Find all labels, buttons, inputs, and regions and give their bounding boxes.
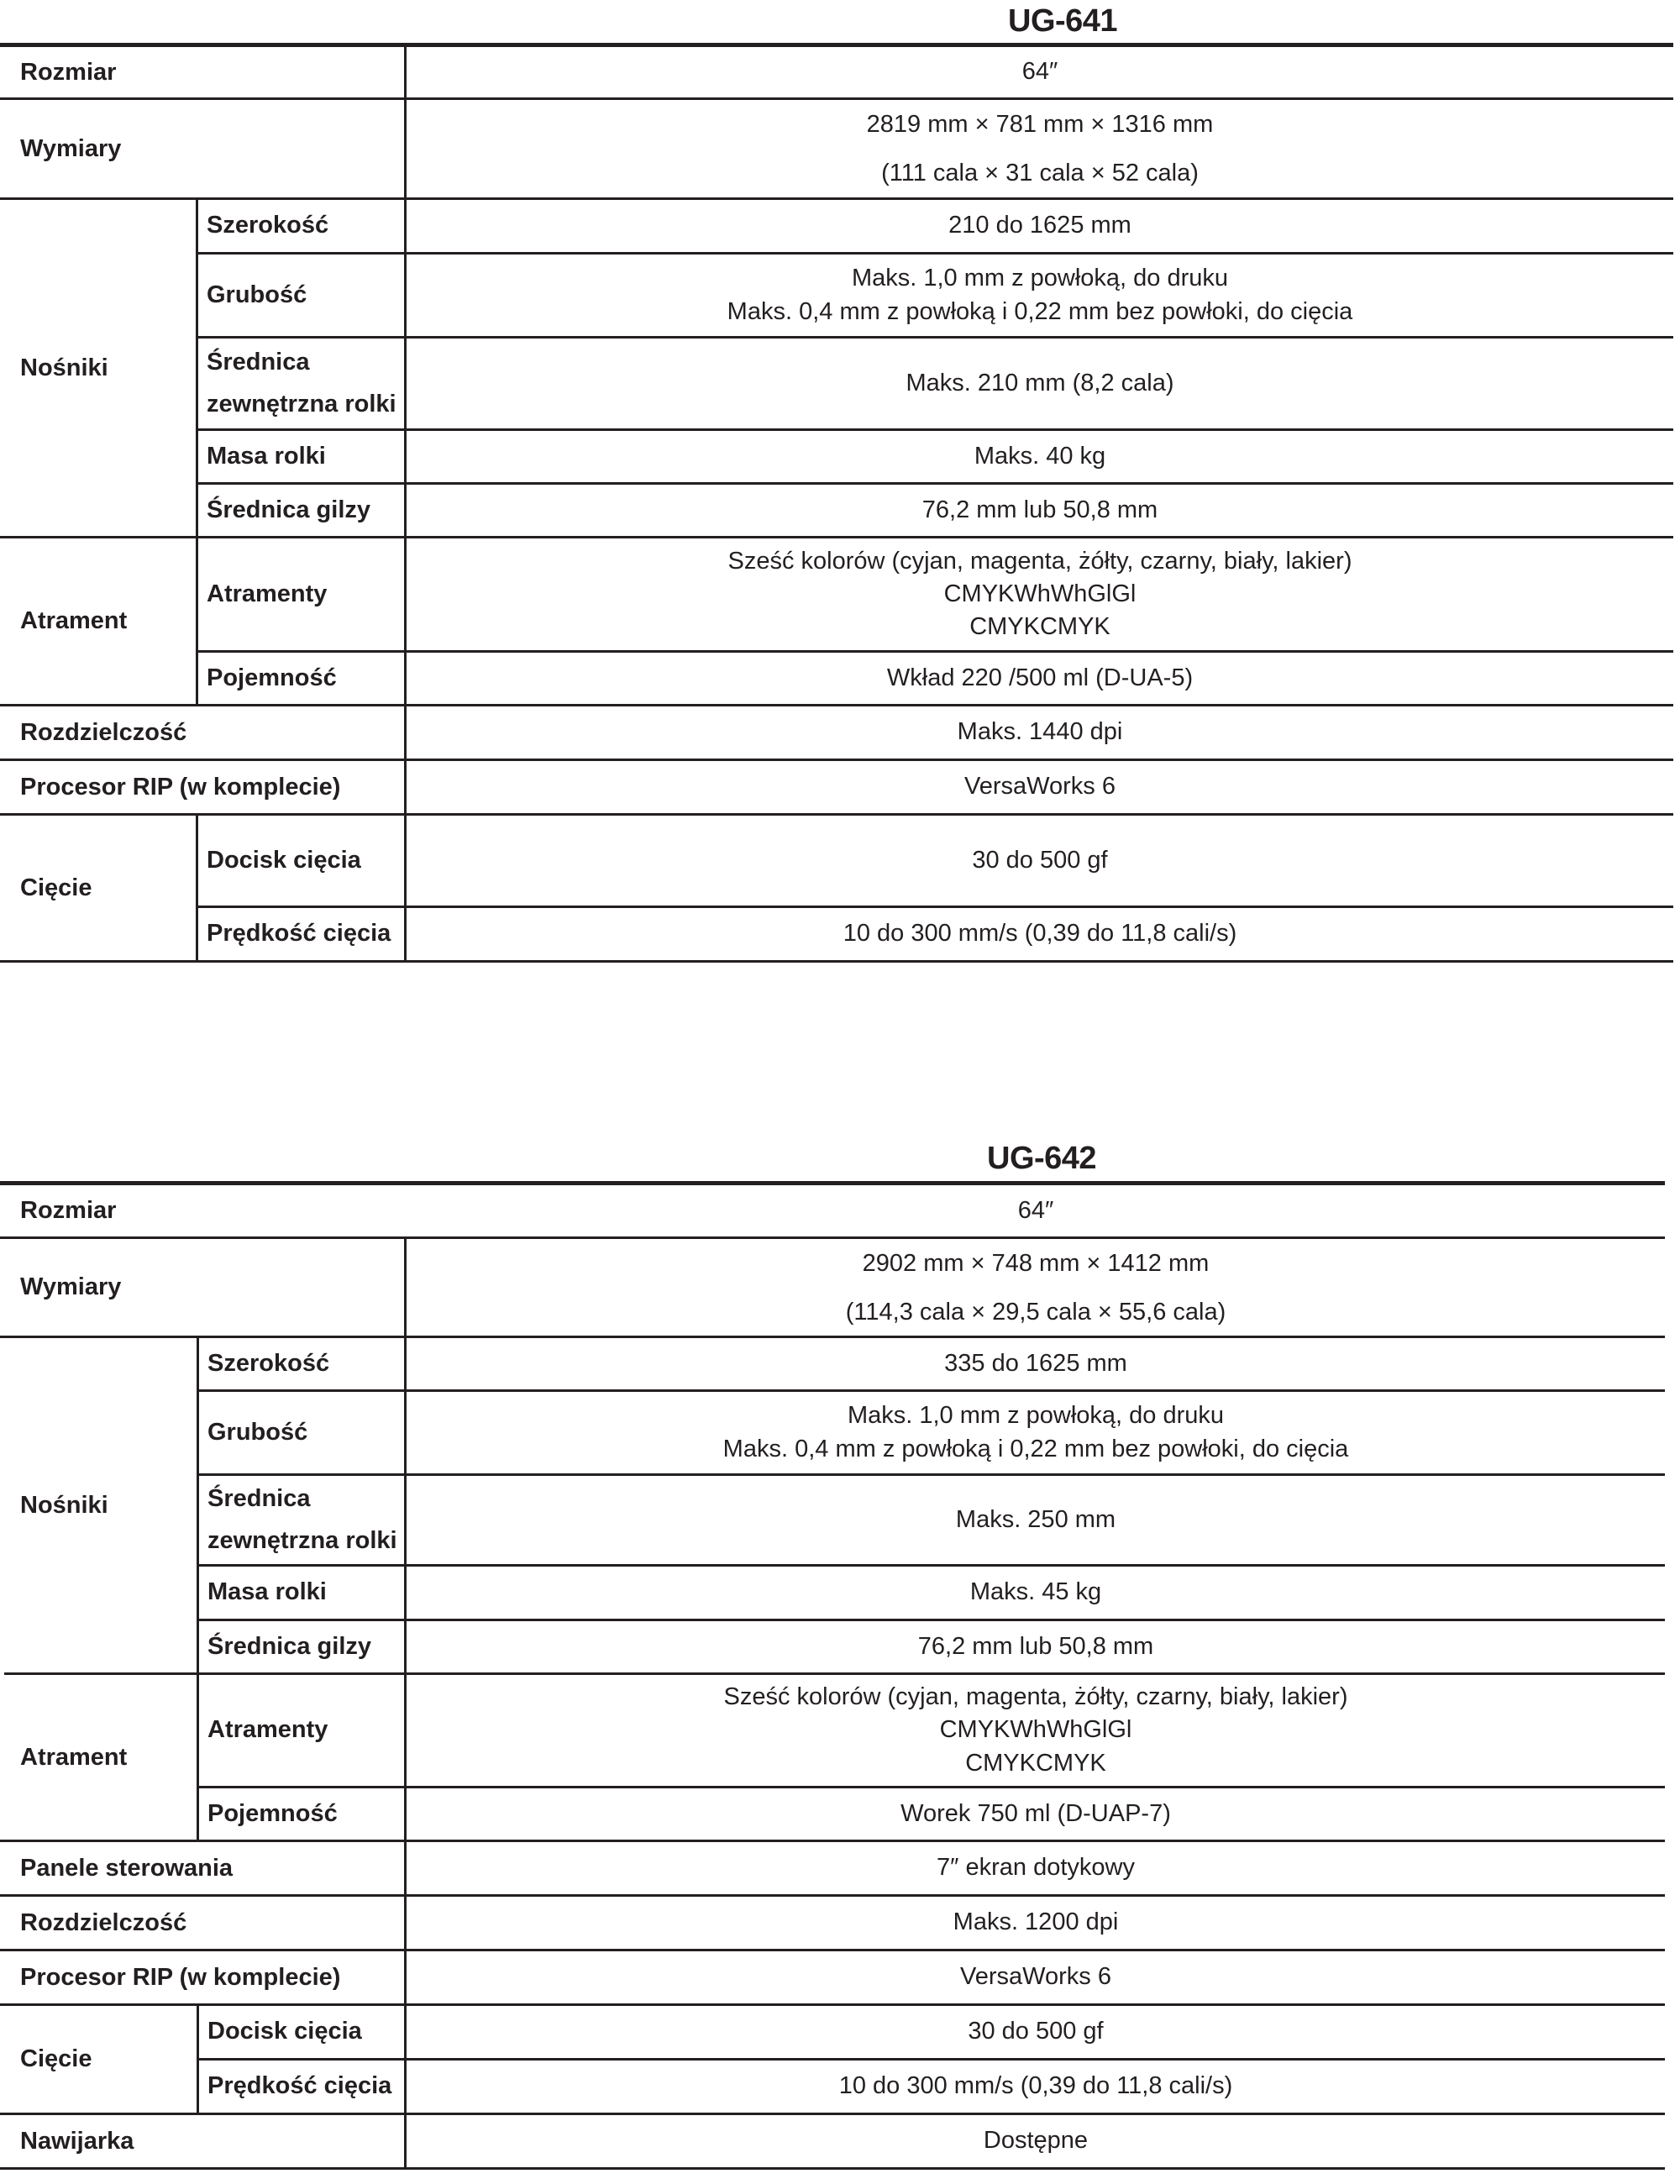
value-inks-config-1: CMYKWhWhGlGl — [939, 1716, 1132, 1744]
row-label-size: Rozmiar — [20, 1197, 117, 1225]
value-roll-weight-text: Maks. 40 kg — [974, 442, 1106, 470]
value-resolution-text: Maks. 1440 dpi — [957, 718, 1123, 746]
value-roll-weight — [407, 431, 1673, 482]
value-dimensions-in: (114,3 cala × 29,5 cala × 55,6 cala) — [845, 1298, 1226, 1326]
row-label-cut-speed: Prędkość cięcia — [207, 920, 391, 948]
row-label-resolution: Rozdzielczość — [20, 718, 187, 746]
row-label-control-panel: Panele sterowania — [20, 1854, 234, 1882]
value-dimensions-mm: 2819 mm × 781 mm × 1316 mm — [866, 111, 1214, 138]
value-dimensions-in: (111 cala × 31 cala × 52 cala) — [881, 160, 1199, 186]
row-label-media-width: Szerokość — [207, 1349, 330, 1377]
value-dimensions — [407, 100, 1673, 197]
value-outer-diameter-text: Maks. 250 mm — [955, 1505, 1116, 1533]
row-label-outer-diameter — [199, 1476, 404, 1564]
value-inks-description: Sześć kolorów (cyjan, magenta, żółty, czarny, biały, lakier) — [723, 1683, 1348, 1711]
value-thickness-cut: Maks. 0,4 mm z powłoką i 0,22 mm bez powłoki, do cięcia — [727, 297, 1353, 325]
value-size — [407, 1185, 1665, 1236]
group-label-media: Nośniki — [20, 1491, 108, 1519]
group-label-ink: Atrament — [20, 1743, 128, 1771]
value-core-diameter — [407, 485, 1673, 536]
row-label-resolution: Rozdzielczość — [20, 1908, 187, 1936]
value-control-panel — [407, 1842, 1665, 1894]
table-bottom-rule — [0, 2167, 1665, 2170]
value-rip — [407, 761, 1673, 813]
row-label-rip: Procesor RIP (w komplecie) — [20, 1963, 341, 1991]
value-cut-force — [407, 816, 1673, 906]
value-rip-text: VersaWorks 6 — [960, 1963, 1111, 1991]
value-size-text: 64″ — [1021, 58, 1058, 86]
value-roll-weight-text: Maks. 45 kg — [969, 1578, 1102, 1606]
row-label-inks: Atramenty — [207, 580, 328, 607]
row-label-media-thickness: Grubość — [207, 281, 307, 308]
value-roll-weight — [407, 1567, 1665, 1619]
value-outer-diameter — [407, 1476, 1665, 1564]
value-cut-force — [407, 2006, 1665, 2058]
value-dimensions — [407, 1239, 1665, 1336]
value-resolution — [407, 1897, 1665, 1949]
value-cut-speed-text: 10 do 300 mm/s (0,39 do 11,8 cali/s) — [838, 2072, 1233, 2100]
value-cut-speed — [407, 2061, 1665, 2113]
value-thickness-print: Maks. 1,0 mm z powłoką, do druku — [851, 265, 1229, 292]
value-rip — [407, 1951, 1665, 2003]
row-label-core-diameter: Średnica gilzy — [207, 1632, 372, 1660]
value-cut-speed-text: 10 do 300 mm/s (0,39 do 11,8 cali/s) — [843, 920, 1237, 948]
label-line: zewnętrzna rolki — [207, 1526, 397, 1554]
value-inks — [407, 1675, 1665, 1786]
value-take-up-text: Dostępne — [983, 2127, 1089, 2155]
value-inks — [407, 538, 1673, 650]
value-size — [407, 47, 1673, 97]
row-label-size: Rozmiar — [20, 58, 117, 86]
spec-table-ug-642 — [0, 1134, 1665, 2176]
value-media-thickness — [407, 1392, 1665, 1473]
spec-table-ug-641 — [0, 0, 1673, 966]
value-control-panel-text: 7″ ekran dotykowy — [937, 1854, 1135, 1882]
value-core-diameter-text: 76,2 mm lub 50,8 mm — [921, 496, 1158, 523]
row-label-cut-force: Docisk cięcia — [207, 846, 361, 874]
value-resolution — [407, 706, 1673, 759]
value-outer-diameter-text: Maks. 210 mm (8,2 cala) — [906, 369, 1174, 396]
group-label-media: Nośniki — [20, 354, 108, 381]
value-rip-text: VersaWorks 6 — [964, 773, 1116, 801]
value-thickness-print: Maks. 1,0 mm z powłoką, do druku — [847, 1402, 1225, 1430]
value-media-width-text: 335 do 1625 mm — [944, 1349, 1127, 1377]
group-label-cutting: Cięcie — [20, 874, 92, 901]
value-capacity — [407, 1788, 1665, 1840]
value-media-width-text: 210 do 1625 mm — [948, 212, 1131, 239]
row-label-capacity: Pojemność — [207, 664, 337, 691]
value-take-up — [407, 2115, 1665, 2167]
value-media-width — [407, 200, 1673, 252]
value-resolution-text: Maks. 1200 dpi — [953, 1908, 1119, 1936]
label-line: Średnica — [207, 349, 310, 376]
row-label-rip: Procesor RIP (w komplecie) — [20, 773, 341, 801]
row-label-cut-force: Docisk cięcia — [207, 2018, 362, 2045]
value-media-width — [407, 1338, 1665, 1389]
value-inks-config-2: CMYKCMYK — [965, 1749, 1106, 1777]
row-label-dimensions: Wymiary — [20, 134, 122, 162]
value-outer-diameter — [407, 339, 1673, 428]
value-capacity-text: Worek 750 ml (D-UAP-7) — [900, 1799, 1171, 1827]
group-label-cutting: Cięcie — [20, 2045, 92, 2073]
row-label-core-diameter: Średnica gilzy — [207, 496, 371, 523]
row-label-inks: Atramenty — [207, 1716, 328, 1744]
group-label-ink: Atrament — [20, 607, 128, 635]
model-title: UG-642 — [987, 1141, 1097, 1176]
row-label-outer-diameter — [198, 339, 404, 428]
value-dimensions-mm: 2902 mm × 748 mm × 1412 mm — [862, 1249, 1210, 1277]
value-inks-config-1: CMYKWhWhGlGl — [943, 580, 1137, 607]
value-size-text: 64″ — [1017, 1196, 1054, 1224]
value-cut-force-text: 30 do 500 gf — [968, 2018, 1104, 2045]
row-label-media-thickness: Grubość — [207, 1418, 308, 1446]
label-line: Średnica — [207, 1485, 311, 1513]
value-inks-config-2: CMYKCMYK — [969, 613, 1110, 641]
value-capacity-text: Wkład 220 /500 ml (D-UA-5) — [886, 664, 1194, 691]
model-title: UG-641 — [1008, 3, 1118, 39]
value-thickness-cut: Maks. 0,4 mm z powłoką i 0,22 mm bez powłoki, do cięcia — [722, 1435, 1349, 1462]
row-label-roll-weight: Masa rolki — [207, 442, 326, 470]
value-media-thickness — [407, 255, 1673, 336]
value-capacity — [407, 653, 1673, 704]
row-label-cut-speed: Prędkość cięcia — [207, 2072, 392, 2100]
label-line: zewnętrzna rolki — [207, 390, 396, 417]
value-core-diameter — [407, 1621, 1665, 1672]
row-label-capacity: Pojemność — [207, 1799, 338, 1827]
value-cut-speed — [407, 908, 1673, 960]
value-cut-force-text: 30 do 500 gf — [972, 846, 1108, 874]
table-bottom-rule — [0, 960, 1673, 963]
row-label-dimensions: Wymiary — [20, 1273, 122, 1301]
row-label-take-up: Nawijarka — [20, 2127, 134, 2155]
row-label-media-width: Szerokość — [207, 212, 329, 239]
row-label-roll-weight: Masa rolki — [207, 1578, 327, 1606]
value-inks-description: Sześć kolorów (cyjan, magenta, żółty, czarny, biały, lakier) — [727, 547, 1352, 575]
value-core-diameter-text: 76,2 mm lub 50,8 mm — [917, 1632, 1154, 1660]
